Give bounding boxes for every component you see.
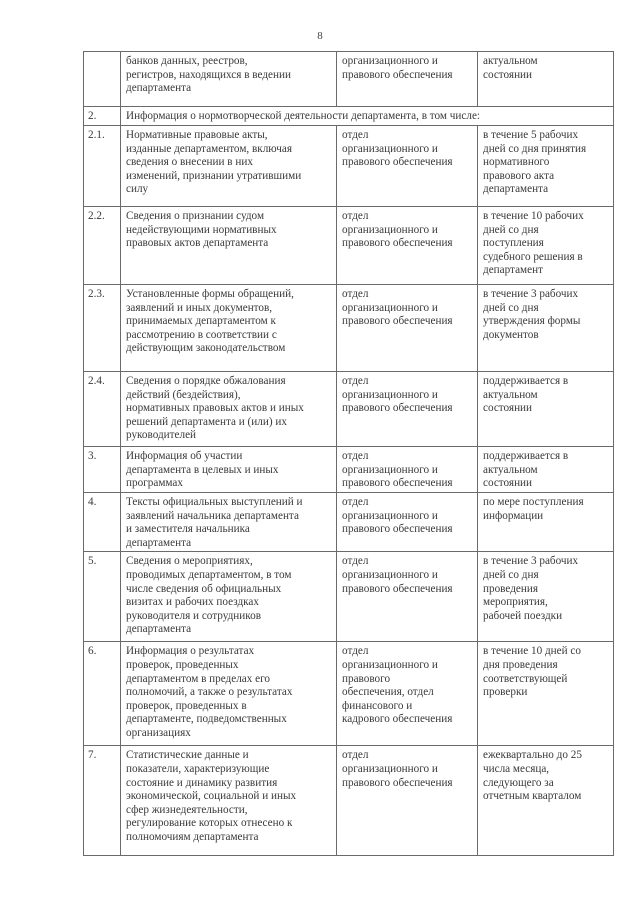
- row-responsible: отдел организационного и правового обеспечения: [337, 746, 478, 856]
- row-number: 2.4.: [84, 372, 121, 447]
- row-number: 7.: [84, 746, 121, 856]
- table-row: [84, 746, 614, 856]
- row-information: Статистические данные и показатели, характеризующие состояние и динамику развития экономической, социальной и иных сфер жизнедеятельности, регулирование которых отнесено к полномочиям департамента: [121, 746, 337, 856]
- table-row: [84, 552, 614, 642]
- row-responsible: организационного и правового обеспечения: [337, 52, 478, 107]
- table-row: [84, 372, 614, 447]
- row-number: 5.: [84, 552, 121, 642]
- table-row: [84, 642, 614, 746]
- table-row: [84, 447, 614, 493]
- table-row: [84, 493, 614, 552]
- row-information: Сведения о порядке обжалования действий (бездействия), нормативных правовых актов и иных решений департамента и (или) их руководителей: [121, 372, 337, 447]
- row-information: Тексты официальных выступлений и заявлений начальника департамента и заместителя начальника департамента: [121, 493, 337, 552]
- row-information: банков данных, реестров, регистров, находящихся в ведении департамента: [121, 52, 337, 107]
- table-row: [84, 52, 614, 107]
- row-term: актуальном состоянии: [478, 52, 614, 107]
- row-information: Нормативные правовые акты, изданные департаментом, включая сведения о внесении в них изменений, признании утратившими силу: [121, 126, 337, 207]
- row-number: 2.2.: [84, 207, 121, 285]
- row-information: Информация о результатах проверок, проведенных департаментом в пределах его полномочий, а также о результатах проверок, проведенных в департаменте, подведомственных организациях: [121, 642, 337, 746]
- table-row: [84, 126, 614, 207]
- row-term: по мере поступления информации: [478, 493, 614, 552]
- row-term: ежеквартально до 25 числа месяца, следующего за отчетным кварталом: [478, 746, 614, 856]
- row-responsible: отдел организационного и правового обеспечения: [337, 207, 478, 285]
- row-term: в течение 10 дней со дня проведения соответствующей проверки: [478, 642, 614, 746]
- document-table: [83, 51, 614, 856]
- row-number: 4.: [84, 493, 121, 552]
- row-number: 2.3.: [84, 285, 121, 372]
- table-row: [84, 207, 614, 285]
- row-information: Установленные формы обращений, заявлений и иных документов, принимаемых департаментом к рассмотрению в соответствии с действующим законодательством: [121, 285, 337, 372]
- table-row: [84, 285, 614, 372]
- row-responsible: отдел организационного и правового обеспечения: [337, 447, 478, 493]
- row-term: в течение 5 рабочих дней со дня принятия нормативного правового акта департамента: [478, 126, 614, 207]
- row-term: поддерживается в актуальном состоянии: [478, 447, 614, 493]
- row-term: в течение 3 рабочих дней со дня утверждения формы документов: [478, 285, 614, 372]
- page-number: 8: [317, 30, 323, 42]
- row-term: в течение 3 рабочих дней со дня проведения мероприятия, рабочей поездки: [478, 552, 614, 642]
- row-responsible: отдел организационного и правового обеспечения, отдел финансового и кадрового обеспечения: [337, 642, 478, 746]
- row-responsible: отдел организационного и правового обеспечения: [337, 372, 478, 447]
- row-number: [84, 52, 121, 107]
- table-row-section: [84, 107, 614, 126]
- row-responsible: отдел организационного и правового обеспечения: [337, 285, 478, 372]
- row-information: Сведения о признании судом недействующими нормативных правовых актов департамента: [121, 207, 337, 285]
- row-number: 2.1.: [84, 126, 121, 207]
- row-term: поддерживается в актуальном состоянии: [478, 372, 614, 447]
- row-term: в течение 10 рабочих дней со дня поступления судебного решения в департамент: [478, 207, 614, 285]
- row-number: 6.: [84, 642, 121, 746]
- row-number: 3.: [84, 447, 121, 493]
- row-number: 2.: [84, 107, 121, 126]
- row-responsible: отдел организационного и правового обеспечения: [337, 126, 478, 207]
- row-information: Сведения о мероприятиях, проводимых департаментом, в том числе сведения об официальных визитах и рабочих поездках руководителя и сотрудников департамента: [121, 552, 337, 642]
- row-information: Информация об участии департамента в целевых и иных программах: [121, 447, 337, 493]
- row-responsible: отдел организационного и правового обеспечения: [337, 552, 478, 642]
- section-title: Информация о нормотворческой деятельности департамента, в том числе:: [121, 107, 614, 126]
- row-responsible: отдел организационного и правового обеспечения: [337, 493, 478, 552]
